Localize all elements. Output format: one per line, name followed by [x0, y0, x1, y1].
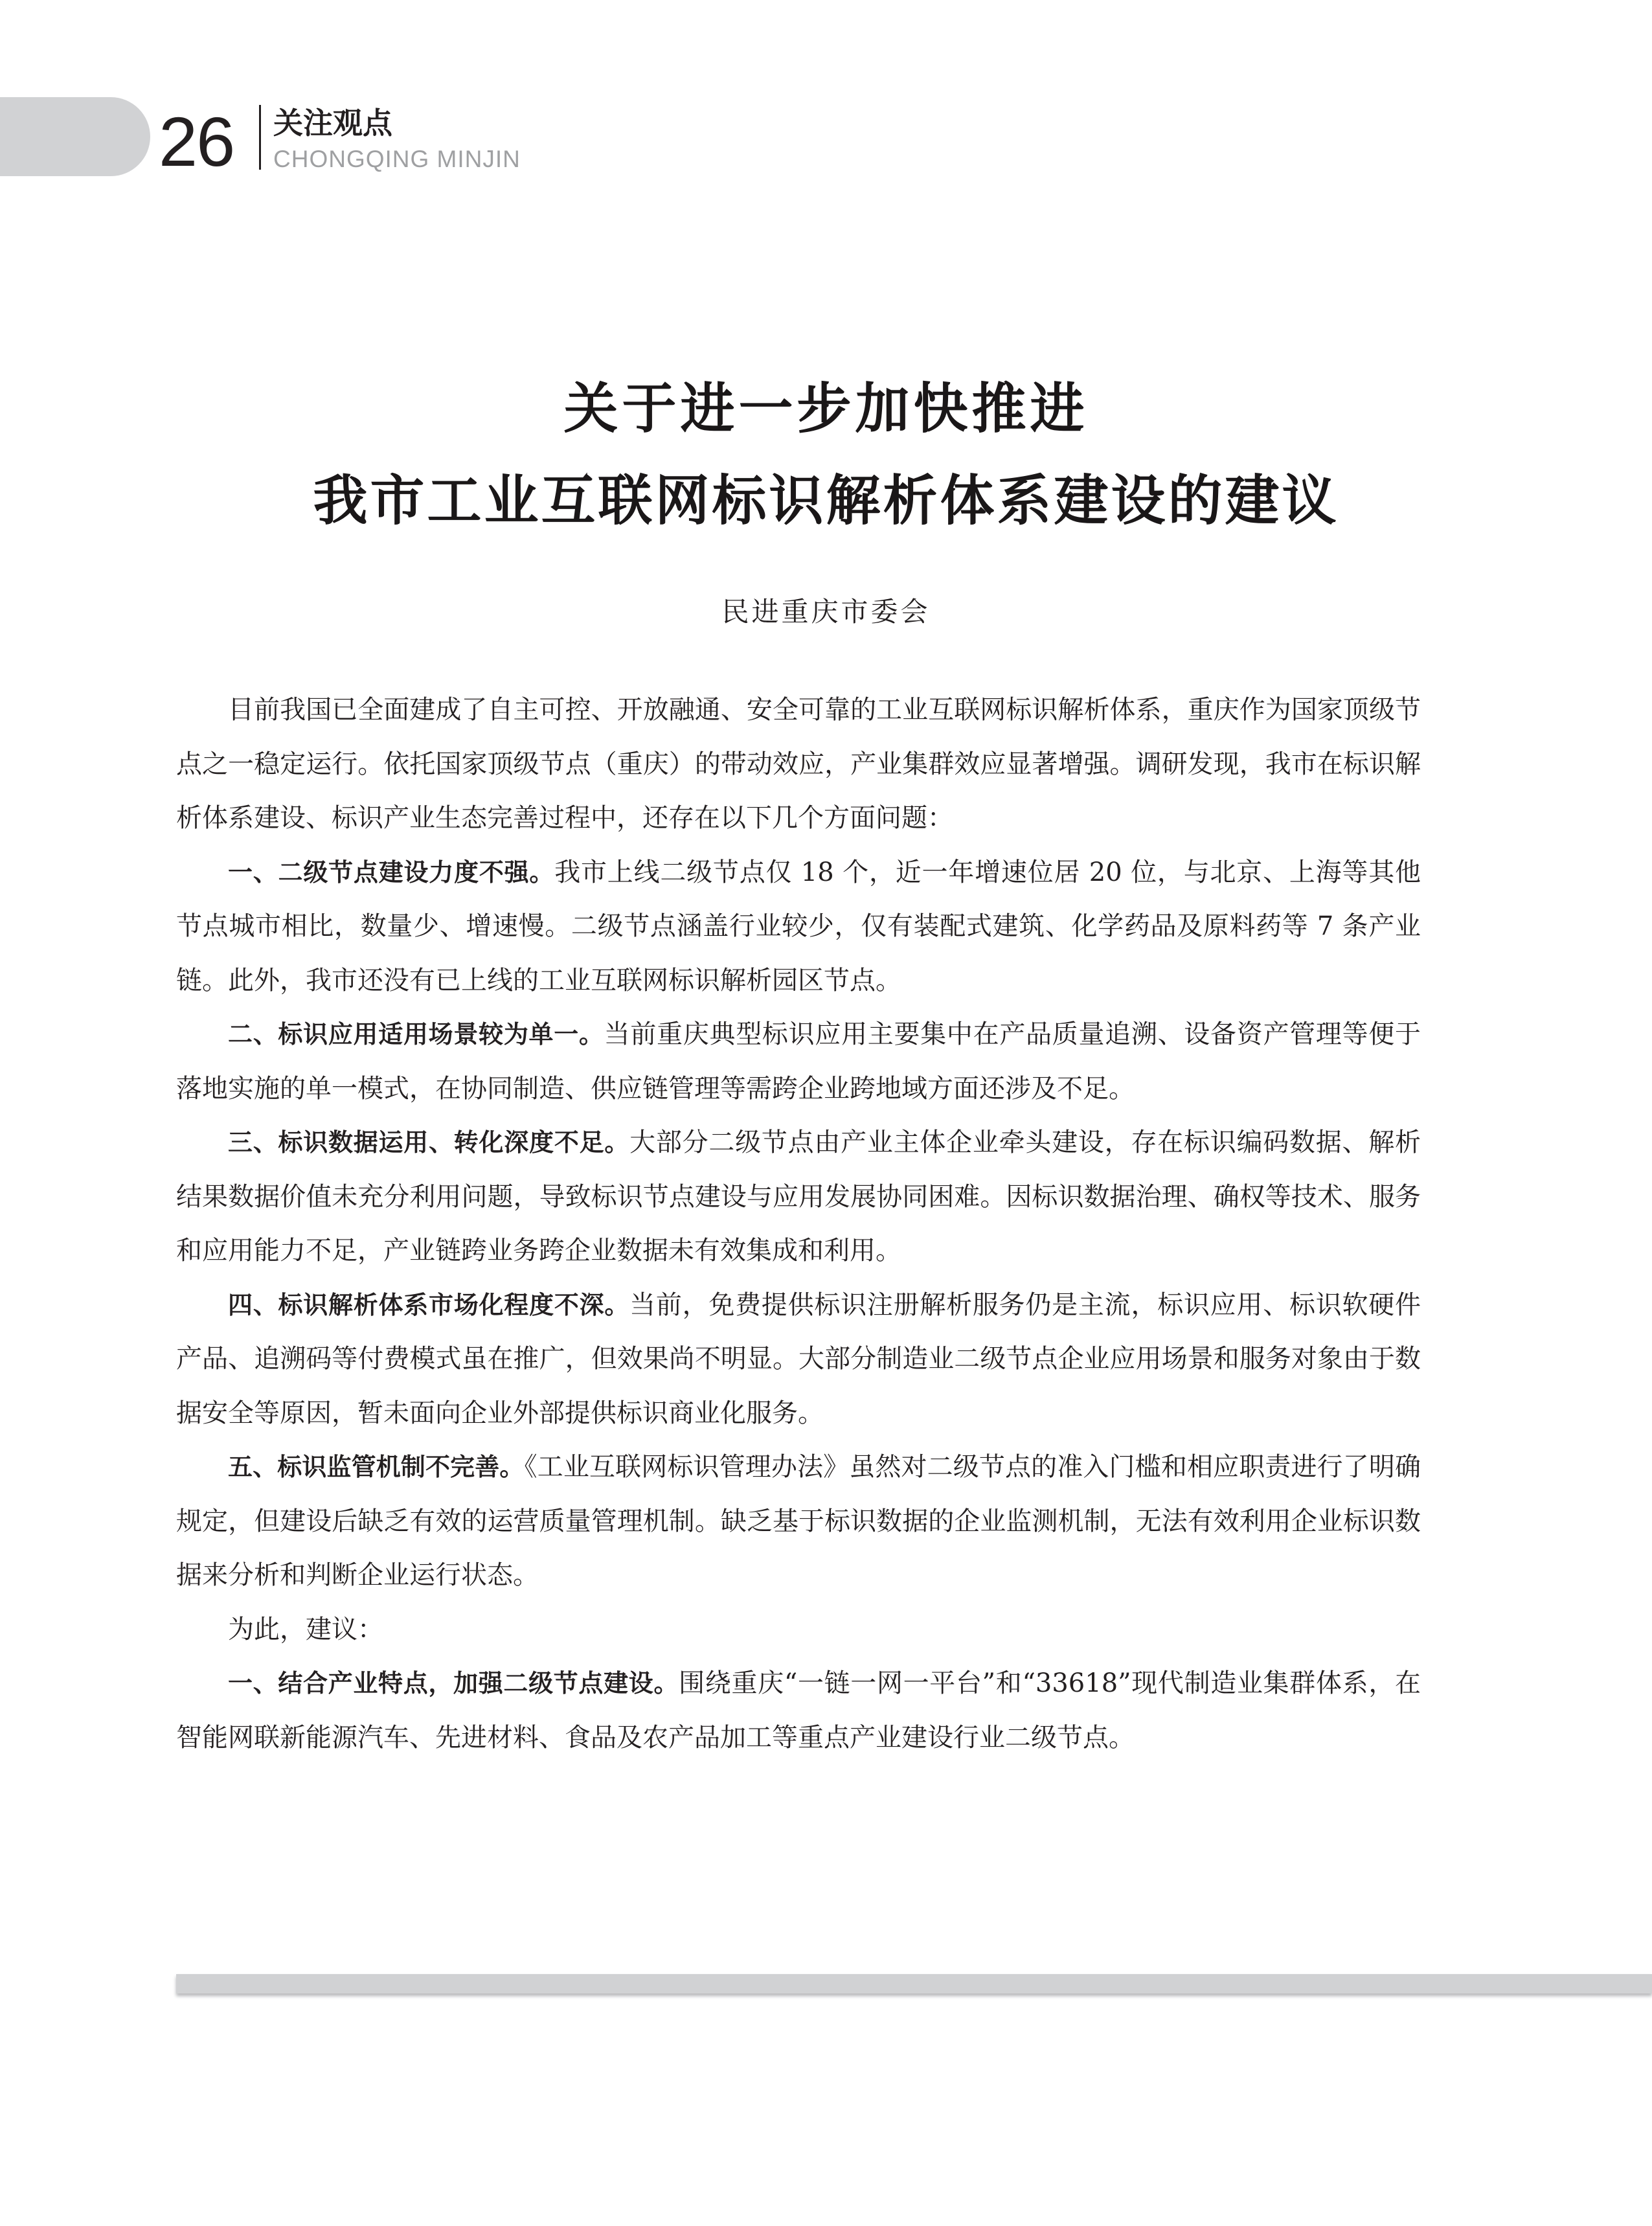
- paragraph-text: 我市上线二级节点仅 18 个，近一年增速位居 20 位，与北京、上海等其他节点城市相比，数量少、增速慢。二级节点涵盖行业较少，仅有装配式建筑、化学药品及原料药等 7 条产业链。此外，我市还没有已上线的工业互联网标识解析园区节点。: [176, 857, 1421, 995]
- paragraph-lead: 四、标识解析体系市场化程度不深。: [228, 1290, 630, 1319]
- paragraph-text: 目前我国已全面建成了自主可控、开放融通、安全可靠的工业互联网标识解析体系，重庆作为国家顶级节点之一稳定运行。依托国家顶级节点（重庆）的带动效应，产业集群效应显著增强。调研发现，我市在标识解析体系建设、标识产业生态完善过程中，还存在以下几个方面问题：: [176, 695, 1421, 833]
- section-title: 关注观点: [273, 106, 392, 141]
- paragraph: [176, 683, 1421, 846]
- paragraph-text: 当前重庆典型标识应用主要集中在产品质量追溯、设备资产管理等便于落地实施的单一模式，在协同制造、供应链管理等需跨企业跨地域方面还涉及不足。: [176, 1019, 1421, 1104]
- article-title: [0, 363, 1652, 547]
- paragraph: [176, 1657, 1421, 1765]
- page-number: 26: [159, 102, 234, 181]
- paragraph: [176, 846, 1421, 1008]
- header-divider: [259, 105, 261, 170]
- paragraph: [176, 1440, 1421, 1603]
- paragraph-text: 围绕重庆“一链一网一平台”和“33618”现代制造业集群体系，在智能网联新能源汽车、先进材料、食品及农产品加工等重点产业建设行业二级节点。: [176, 1668, 1421, 1753]
- paragraph-lead: 三、标识数据运用、转化深度不足。: [228, 1128, 630, 1157]
- article-title-line-2: 我市工业互联网标识解析体系建设的建议: [313, 469, 1339, 532]
- article-title-line-1: 关于进一步加快推进: [563, 377, 1089, 440]
- article-body: [176, 683, 1421, 1765]
- footer-bar: [176, 1974, 1652, 1993]
- paragraph-lead: 二、标识应用适用场景较为单一。: [228, 1020, 604, 1049]
- paragraph: [176, 1116, 1421, 1278]
- header-tab: [0, 97, 150, 176]
- section-subtitle: CHONGQING MINJIN: [273, 146, 521, 172]
- paragraph-lead: 一、结合产业特点，加强二级节点建设。: [228, 1669, 679, 1698]
- paragraph: [176, 1008, 1421, 1116]
- paragraph: [176, 1278, 1421, 1441]
- paragraph-text: 《工业互联网标识管理办法》虽然对二级节点的准入门槛和相应职责进行了明确规定，但建设后缺乏有效的运营质量管理机制。缺乏基于标识数据的企业监测机制，无法有效利用企业标识数据来分析和判断企业运行状态。: [176, 1452, 1421, 1590]
- paragraph: [176, 1603, 1421, 1657]
- paragraph-lead: 一、二级节点建设力度不强。: [228, 857, 555, 887]
- article-author: 民进重庆市委会: [721, 596, 931, 628]
- paragraph-text: 当前，免费提供标识注册解析服务仍是主流，标识应用、标识软硬件产品、追溯码等付费模式虽在推广，但效果尚不明显。大部分制造业二级节点企业应用场景和服务对象由于数据安全等原因，暂未面向企业外部提供标识商业化服务。: [176, 1289, 1421, 1428]
- paragraph-lead: 五、标识监管机制不完善。: [228, 1453, 525, 1481]
- paragraph-text: 大部分二级节点由产业主体企业牵头建设，存在标识编码数据、解析结果数据价值未充分利用问题，导致标识节点建设与应用发展协同困难。因标识数据治理、确权等技术、服务和应用能力不足，产业链跨业务跨企业数据未有效集成和利用。: [176, 1128, 1421, 1266]
- paragraph-text: 为此，建议：: [228, 1614, 383, 1644]
